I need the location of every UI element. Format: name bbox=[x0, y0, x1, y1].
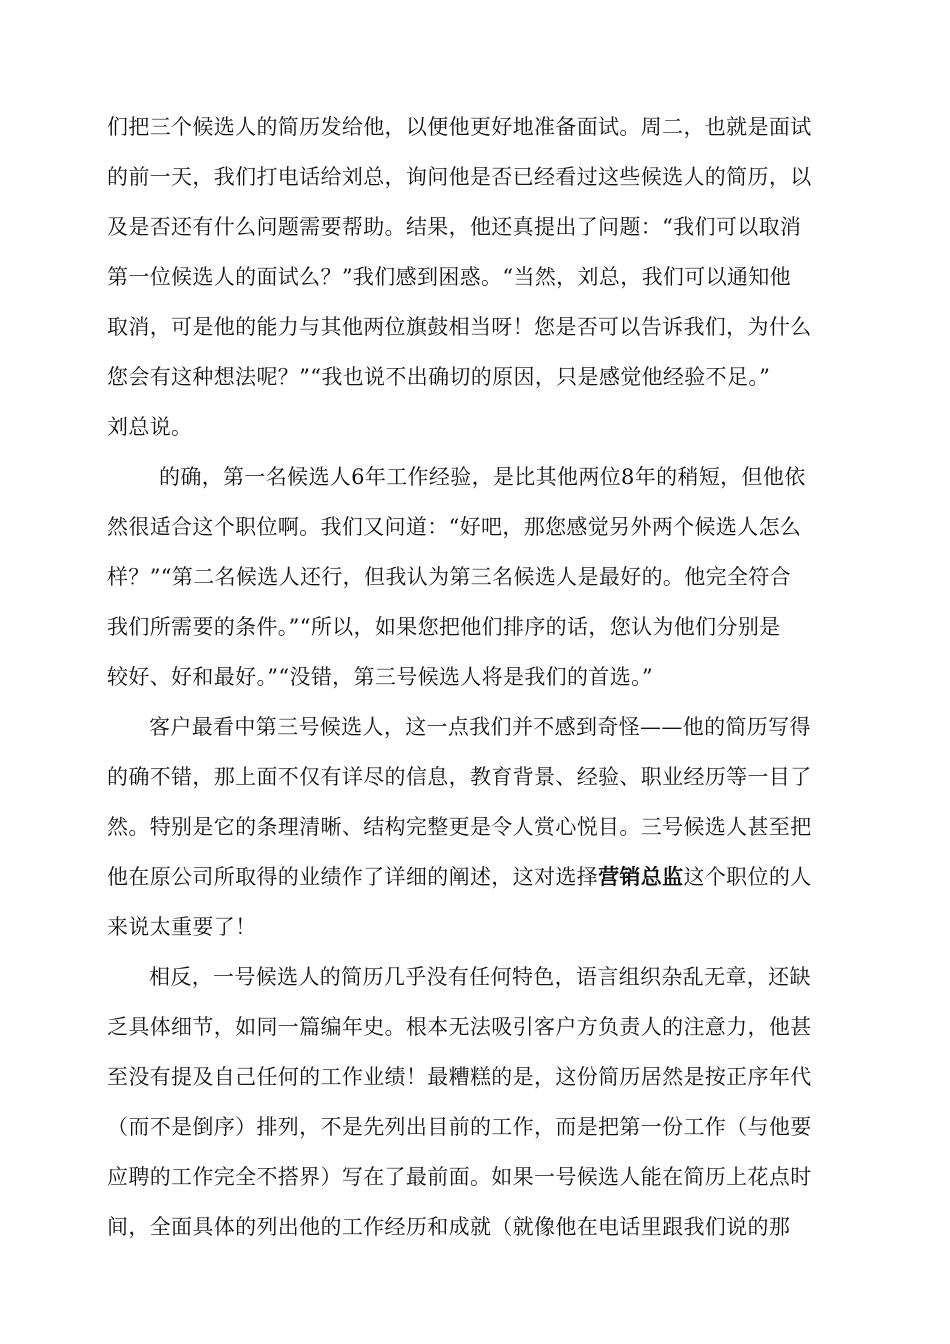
paragraph-1-line-4: 第一位候选人的面试么？”我们感到困惑。“当然，刘总，我们可以通知他 bbox=[107, 265, 792, 289]
paragraph-1-line-1: 们把三个候选人的简历发给他，以便他更好地准备面试。周二，也就是面试 bbox=[107, 115, 812, 139]
paragraph-3-line-3: 然。特别是它的条理清晰、结构完整更是令人赏心悦目。三号候选人甚至把 bbox=[107, 815, 812, 839]
paragraph-1-line-2: 的前一天，我们打电话给刘总，询问他是否已经看过这些候选人的简历，以 bbox=[107, 165, 812, 189]
paragraph-3-line-1: 客户最看中第三号候选人，这一点我们并不感到奇怪——他的简历写得 bbox=[149, 715, 811, 739]
paragraph-1-line-5: 取消，可是他的能力与其他两位旗鼓相当呀！您是否可以告诉我们，为什么 bbox=[107, 315, 812, 339]
paragraph-4-line-6: 间，全面具体的列出他的工作经历和成就（就像他在电话里跟我们说的那 bbox=[107, 1215, 791, 1239]
paragraph-2-line-4: 我们所需要的条件。”“所以，如果您把他们排序的话，您认为他们分别是 bbox=[107, 615, 781, 639]
paragraph-3-line-5: 来说太重要了！ bbox=[107, 915, 257, 939]
paragraph-2-line-5: 较好、好和最好。”“没错，第三号候选人将是我们的首选。” bbox=[107, 665, 654, 689]
paragraph-2-line-1: 的确，第一名候选人6年工作经验，是比其他两位8年的稍短，但他依 bbox=[159, 465, 806, 489]
paragraph-1-line-7: 刘总说。 bbox=[107, 415, 193, 439]
paragraph-3-line-4-text-before: 他在原公司所取得的业绩作了详细的阐述，这对选择 bbox=[107, 865, 599, 889]
paragraph-2-line-2: 然很适合这个职位啊。我们又问道：“好吧，那您感觉另外两个候选人怎么 bbox=[107, 515, 802, 539]
paragraph-3-line-4-text-after: 这个职位的人 bbox=[683, 865, 812, 889]
highlighted-job-title: 营销总监 bbox=[598, 865, 684, 889]
paragraph-3-line-2: 的确不错，那上面不仅有详尽的信息，教育背景、经验、职业经历等一目了 bbox=[107, 765, 812, 789]
paragraph-1-line-6: 您会有这种想法呢？”“我也说不出确切的原因，只是感觉他经验不足。” bbox=[107, 365, 771, 389]
paragraph-4-line-3: 至没有提及自己任何的工作业绩！最糟糕的是，这份简历居然是按正序年代 bbox=[107, 1065, 812, 1089]
paragraph-1-line-3: 及是否还有什么问题需要帮助。结果，他还真提出了问题：“我们可以取消 bbox=[107, 215, 802, 239]
paragraph-2-line-3: 样？”“第二名候选人还行，但我认为第三名候选人是最好的。他完全符合 bbox=[107, 565, 792, 589]
paragraph-4-line-2: 乏具体细节，如同一篇编年史。根本无法吸引客户方负责人的注意力，他甚 bbox=[107, 1015, 812, 1039]
paragraph-4-line-1: 相反，一号候选人的简历几乎没有任何特色，语言组织杂乱无章，还缺 bbox=[149, 965, 811, 989]
paragraph-4-line-5: 应聘的工作完全不搭界）写在了最前面。如果一号候选人能在简历上花点时 bbox=[107, 1165, 812, 1189]
paragraph-3-line-4 bbox=[107, 862, 867, 892]
paragraph-4-line-4: （而不是倒序）排列，不是先列出目前的工作，而是把第一份工作（与他要 bbox=[107, 1115, 812, 1139]
